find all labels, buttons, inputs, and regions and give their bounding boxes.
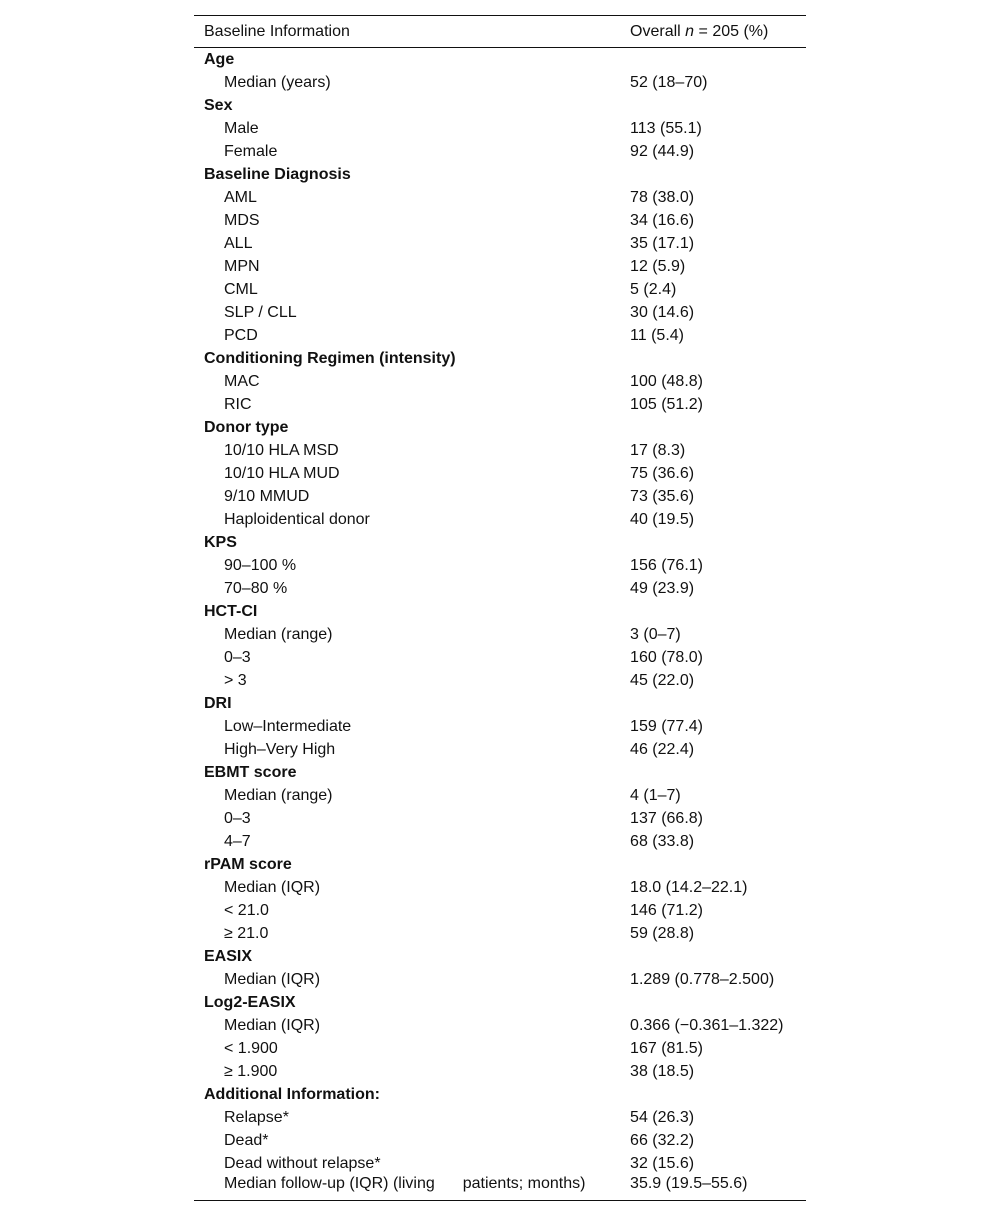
table-row bbox=[194, 439, 806, 462]
row-label: Median (range) bbox=[224, 625, 333, 643]
section-label: HCT-CI bbox=[204, 602, 258, 620]
row-label: Median (IQR) bbox=[224, 970, 321, 988]
row-value: 156 (76.1) bbox=[630, 556, 703, 574]
table-row bbox=[194, 278, 806, 301]
row-value: 3 (0–7) bbox=[630, 625, 681, 643]
table-row bbox=[194, 462, 806, 485]
table-row bbox=[194, 485, 806, 508]
row-label: MAC bbox=[224, 372, 260, 390]
header-overall-suffix: = 205 (%) bbox=[694, 22, 769, 40]
table-section-row bbox=[194, 600, 806, 623]
section-label: Additional Information: bbox=[204, 1085, 380, 1103]
row-value bbox=[630, 1083, 806, 1106]
table-section-row bbox=[194, 853, 806, 876]
table-row bbox=[194, 830, 806, 853]
table-row bbox=[194, 922, 806, 945]
row-label: 10/10 HLA MSD bbox=[224, 441, 339, 459]
header-overall-n: n bbox=[685, 22, 695, 40]
table-section-row bbox=[194, 1083, 806, 1106]
row-label: Dead without relapse* bbox=[224, 1154, 381, 1172]
row-value: 113 (55.1) bbox=[630, 119, 702, 137]
row-label: SLP / CLL bbox=[224, 303, 297, 321]
table-section-row bbox=[194, 94, 806, 117]
table-section-row bbox=[194, 347, 806, 370]
row-value: 59 (28.8) bbox=[630, 924, 695, 942]
followup-label-part1: Median follow-up (IQR) (living bbox=[224, 1175, 435, 1192]
table-row bbox=[194, 1037, 806, 1060]
row-label: 10/10 HLA MUD bbox=[224, 464, 340, 482]
row-value: 1.289 (0.778–2.500) bbox=[630, 970, 775, 988]
table-row bbox=[194, 209, 806, 232]
row-value: 66 (32.2) bbox=[630, 1131, 695, 1149]
row-label: < 1.900 bbox=[224, 1039, 278, 1057]
section-label: KPS bbox=[204, 533, 237, 551]
table-section-row bbox=[194, 531, 806, 554]
table-row bbox=[194, 715, 806, 738]
row-label: High–Very High bbox=[224, 740, 336, 758]
row-value: 45 (22.0) bbox=[630, 671, 695, 689]
table-row bbox=[194, 646, 806, 669]
row-value: 78 (38.0) bbox=[630, 188, 695, 206]
row-label: Female bbox=[224, 142, 278, 160]
header-baseline-information: Baseline Information bbox=[194, 16, 630, 48]
row-value: 32 (15.6) bbox=[630, 1154, 695, 1172]
row-value: 5 (2.4) bbox=[630, 280, 677, 298]
section-label: Baseline Diagnosis bbox=[204, 165, 351, 183]
table-row bbox=[194, 186, 806, 209]
row-value bbox=[630, 853, 806, 876]
row-value bbox=[630, 692, 806, 715]
row-value: 40 (19.5) bbox=[630, 510, 695, 528]
table-row bbox=[194, 554, 806, 577]
table-section-row bbox=[194, 416, 806, 439]
row-value bbox=[630, 761, 806, 784]
table-row bbox=[194, 968, 806, 991]
row-value: 11 (5.4) bbox=[630, 326, 684, 344]
table-row-last bbox=[194, 1175, 806, 1201]
row-value: 12 (5.9) bbox=[630, 257, 686, 275]
row-value: 92 (44.9) bbox=[630, 142, 695, 160]
row-value: 146 (71.2) bbox=[630, 901, 703, 919]
table-section-row bbox=[194, 48, 806, 72]
table-section-row bbox=[194, 991, 806, 1014]
row-value: 137 (66.8) bbox=[630, 809, 703, 827]
row-label: Median (range) bbox=[224, 786, 333, 804]
row-label: 0–3 bbox=[224, 809, 251, 827]
table-section-row bbox=[194, 761, 806, 784]
table-row bbox=[194, 876, 806, 899]
row-label: 90–100 % bbox=[224, 556, 297, 574]
table-row bbox=[194, 393, 806, 416]
row-value bbox=[630, 991, 806, 1014]
row-value: 34 (16.6) bbox=[630, 211, 695, 229]
table-section-row bbox=[194, 945, 806, 968]
row-label: MPN bbox=[224, 257, 260, 275]
row-label: Haploidentical donor bbox=[224, 510, 370, 528]
row-label: ≥ 1.900 bbox=[224, 1062, 278, 1080]
section-label: DRI bbox=[204, 694, 232, 712]
row-value: 18.0 (14.2–22.1) bbox=[630, 878, 748, 896]
row-value: 52 (18–70) bbox=[630, 73, 708, 91]
table-row bbox=[194, 232, 806, 255]
row-value bbox=[630, 48, 806, 72]
row-label: RIC bbox=[224, 395, 252, 413]
row-value: 73 (35.6) bbox=[630, 487, 695, 505]
row-value: 100 (48.8) bbox=[630, 372, 703, 390]
table-row bbox=[194, 1060, 806, 1083]
row-value: 30 (14.6) bbox=[630, 303, 695, 321]
section-label: rPAM score bbox=[204, 855, 292, 873]
table-row bbox=[194, 577, 806, 600]
baseline-table-container bbox=[194, 15, 806, 1201]
row-label: MDS bbox=[224, 211, 260, 229]
row-value: 38 (18.5) bbox=[630, 1062, 695, 1080]
row-label: 9/10 MMUD bbox=[224, 487, 310, 505]
row-label: Median (IQR) bbox=[224, 878, 321, 896]
table-row bbox=[194, 1152, 806, 1175]
header-overall bbox=[630, 16, 806, 48]
row-value bbox=[630, 94, 806, 117]
table-section-row bbox=[194, 163, 806, 186]
table-row bbox=[194, 1106, 806, 1129]
row-value: 35 (17.1) bbox=[630, 234, 695, 252]
row-value: 160 (78.0) bbox=[630, 648, 703, 666]
table-row bbox=[194, 255, 806, 278]
row-value bbox=[630, 600, 806, 623]
row-label: AML bbox=[224, 188, 257, 206]
row-value: 17 (8.3) bbox=[630, 441, 686, 459]
section-label: Age bbox=[204, 50, 235, 68]
row-label: CML bbox=[224, 280, 258, 298]
row-value bbox=[630, 416, 806, 439]
row-label: 4–7 bbox=[224, 832, 251, 850]
header-overall-prefix: Overall bbox=[630, 22, 686, 40]
table-body bbox=[194, 48, 806, 1201]
row-label: 0–3 bbox=[224, 648, 251, 666]
table-row bbox=[194, 324, 806, 347]
table-row bbox=[194, 899, 806, 922]
row-value bbox=[630, 945, 806, 968]
row-value: 105 (51.2) bbox=[630, 395, 703, 413]
section-label: EASIX bbox=[204, 947, 253, 965]
row-value: 54 (26.3) bbox=[630, 1108, 695, 1126]
row-label-followup bbox=[194, 1175, 630, 1201]
row-value: 4 (1–7) bbox=[630, 786, 681, 804]
section-label: Log2-EASIX bbox=[204, 993, 296, 1011]
row-label: > 3 bbox=[224, 671, 247, 689]
table-row bbox=[194, 784, 806, 807]
table-row bbox=[194, 71, 806, 94]
row-label: ≥ 21.0 bbox=[224, 924, 269, 942]
row-value: 49 (23.9) bbox=[630, 579, 695, 597]
row-label: Median (IQR) bbox=[224, 1016, 321, 1034]
row-value-followup: 35.9 (19.5–55.6) bbox=[630, 1175, 806, 1201]
table-row bbox=[194, 738, 806, 761]
row-value: 0.366 (−0.361–1.322) bbox=[630, 1016, 784, 1034]
row-label: Relapse* bbox=[224, 1108, 289, 1126]
table-row bbox=[194, 508, 806, 531]
row-label: Dead* bbox=[224, 1131, 269, 1149]
table-row bbox=[194, 623, 806, 646]
row-value bbox=[630, 347, 806, 370]
table-row bbox=[194, 301, 806, 324]
table-row bbox=[194, 1129, 806, 1152]
table-row bbox=[194, 370, 806, 393]
row-value bbox=[630, 531, 806, 554]
row-value bbox=[630, 163, 806, 186]
table-row bbox=[194, 669, 806, 692]
row-value: 68 (33.8) bbox=[630, 832, 695, 850]
row-label: 70–80 % bbox=[224, 579, 288, 597]
row-label: ALL bbox=[224, 234, 253, 252]
row-label: < 21.0 bbox=[224, 901, 269, 919]
row-value: 167 (81.5) bbox=[630, 1039, 703, 1057]
table-row bbox=[194, 1014, 806, 1037]
row-label: Male bbox=[224, 119, 259, 137]
table-row bbox=[194, 117, 806, 140]
row-label: Low–Intermediate bbox=[224, 717, 352, 735]
table-section-row bbox=[194, 692, 806, 715]
followup-label-part2: patients; months) bbox=[462, 1175, 586, 1192]
section-label: EBMT score bbox=[204, 763, 297, 781]
section-label: Sex bbox=[204, 96, 233, 114]
row-label: Median (years) bbox=[224, 73, 331, 91]
section-label: Conditioning Regimen (intensity) bbox=[204, 349, 456, 367]
table-row bbox=[194, 807, 806, 830]
table-header-row bbox=[194, 16, 806, 48]
row-value: 75 (36.6) bbox=[630, 464, 695, 482]
baseline-characteristics-table bbox=[194, 15, 806, 1201]
row-label: PCD bbox=[224, 326, 258, 344]
table-row bbox=[194, 140, 806, 163]
row-value: 159 (77.4) bbox=[630, 717, 703, 735]
row-value: 46 (22.4) bbox=[630, 740, 695, 758]
section-label: Donor type bbox=[204, 418, 289, 436]
